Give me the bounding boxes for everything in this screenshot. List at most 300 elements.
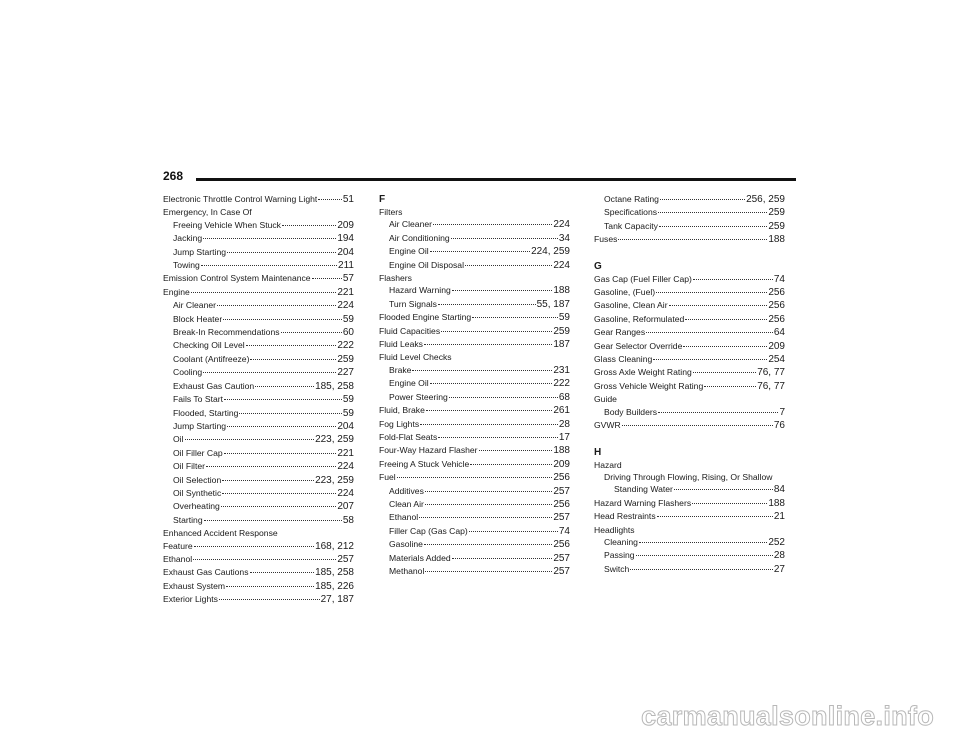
dot-leader xyxy=(223,319,342,320)
index-entry-page: 221 xyxy=(337,447,354,459)
index-entry-page: 76, 77 xyxy=(757,367,785,379)
index-entry-term: Hazard Warning Flashers xyxy=(594,497,692,508)
index-group-heading: Emergency, In Case Of xyxy=(163,207,252,218)
index-entry-page: 59 xyxy=(342,394,354,406)
index-entry-page: 224 xyxy=(553,259,570,271)
index-entry xyxy=(594,353,785,366)
index-entry-page: 185, 226 xyxy=(315,580,354,592)
index-entry-term: Checking Oil Level xyxy=(173,340,245,351)
dot-leader xyxy=(250,572,315,573)
dot-leader xyxy=(397,477,553,478)
dot-leader xyxy=(430,251,530,252)
index-entry-term: Passing xyxy=(604,550,635,561)
index-entry-page: 59 xyxy=(558,312,570,324)
index-entry-page: 58 xyxy=(342,514,354,526)
dot-leader xyxy=(203,372,336,373)
index-entry-term: Ethanol xyxy=(163,553,193,564)
index-entry xyxy=(379,298,570,311)
index-entry-page: 55, 187 xyxy=(536,298,570,310)
index-entry xyxy=(163,540,354,553)
dot-leader xyxy=(622,425,773,426)
index-entry xyxy=(379,391,570,404)
index-entry xyxy=(594,340,785,353)
index-entry-term: Fuel xyxy=(379,472,396,483)
index-entry-term: Methanol xyxy=(389,565,425,576)
dot-leader xyxy=(191,292,337,293)
index-entry xyxy=(594,563,785,576)
index-entry xyxy=(163,433,354,446)
dot-leader xyxy=(204,520,342,521)
index-entry-page: 204 xyxy=(337,420,354,432)
index-entry xyxy=(163,286,354,299)
index-entry xyxy=(594,206,785,219)
dot-leader xyxy=(438,437,558,438)
index-entry-term: Freeing A Stuck Vehicle xyxy=(379,458,470,469)
dot-leader xyxy=(224,453,337,454)
index-entry-term: Additives xyxy=(389,485,424,496)
index-group-heading: Filters xyxy=(379,207,403,217)
dot-leader xyxy=(479,450,553,451)
index-entry xyxy=(163,407,354,420)
dot-leader xyxy=(424,544,552,545)
index-entry-page: 17 xyxy=(558,431,570,443)
dot-leader xyxy=(412,370,552,371)
index-entry-term: Fog Lights xyxy=(379,418,420,429)
dot-leader xyxy=(618,239,767,240)
index-group-heading: Headlights xyxy=(594,524,635,535)
dot-leader xyxy=(433,224,552,225)
index-entry xyxy=(379,418,570,431)
index-group-heading: Driving Through Flowing, Rising, Or Shallow xyxy=(604,471,773,482)
index-entry xyxy=(379,525,570,538)
index-entry xyxy=(163,366,354,379)
index-entry-page: 222 xyxy=(337,340,354,352)
index-entry-page: 187 xyxy=(553,339,570,351)
index-entry xyxy=(163,500,354,513)
index-entry-term: Fails To Start xyxy=(173,394,223,405)
index-entry-term: Coolant (Antifreeze) xyxy=(173,353,250,364)
dot-leader xyxy=(658,412,778,413)
index-entry-page: 59 xyxy=(342,313,354,325)
index-entry xyxy=(163,553,354,566)
index-entry xyxy=(379,471,570,484)
index-group-heading: Hazard xyxy=(594,459,622,470)
index-entry xyxy=(379,377,570,390)
index-entry xyxy=(163,474,354,487)
index-column-2 xyxy=(379,193,570,578)
index-entry-page: 254 xyxy=(768,354,785,366)
dot-leader xyxy=(653,359,767,360)
index-entry xyxy=(163,593,354,606)
index-entry-term: Fluid Leaks xyxy=(379,339,423,350)
dot-leader xyxy=(224,399,342,400)
dot-leader xyxy=(449,397,558,398)
index-entry-term: Oil Synthetic xyxy=(173,487,222,498)
index-entry-page: 64 xyxy=(773,327,785,339)
index-entry-term: Specifications xyxy=(604,207,658,218)
index-column-1 xyxy=(163,193,354,607)
dot-leader xyxy=(206,466,336,467)
index-entry-term: Engine xyxy=(163,286,190,297)
index-entry-term: Power Steering xyxy=(389,391,448,402)
index-entry-term: Overheating xyxy=(173,501,220,512)
dot-leader xyxy=(425,571,552,572)
index-entry-term: Switch xyxy=(604,563,630,574)
index-entry-term: Flooded Engine Starting xyxy=(379,312,472,323)
index-entry xyxy=(379,284,570,297)
dot-leader xyxy=(217,305,336,306)
dot-leader xyxy=(425,491,552,492)
index-entry-term: Gasoline, (Fuel) xyxy=(594,287,656,298)
index-entry-page: 74 xyxy=(773,273,785,285)
index-entry xyxy=(594,220,785,233)
index-entry xyxy=(594,286,785,299)
index-entry-page: 209 xyxy=(768,340,785,352)
index-entry-term: Engine Oil xyxy=(389,378,429,389)
index-entry xyxy=(163,259,354,272)
index-entry-term: Emission Control System Maintenance xyxy=(163,273,311,284)
index-entry xyxy=(163,393,354,406)
index-entry-term: Fold-Flat Seats xyxy=(379,431,438,442)
index-entry xyxy=(163,487,354,500)
dot-leader xyxy=(660,199,745,200)
index-entry-term: Standing Water xyxy=(614,484,673,495)
index-entry-page: 227 xyxy=(337,367,354,379)
index-entry xyxy=(163,566,354,579)
dot-leader xyxy=(693,279,773,280)
index-entry-page: 256 xyxy=(768,313,785,325)
index-entry-page: 207 xyxy=(337,501,354,513)
index-entry-term: Filler Cap (Gas Cap) xyxy=(389,525,468,536)
dot-leader xyxy=(193,559,336,560)
index-entry-page: 259 xyxy=(768,220,785,232)
index-entry-page: 188 xyxy=(553,445,570,457)
index-entry-term: Engine Oil Disposal xyxy=(389,259,464,270)
index-entry xyxy=(594,366,785,379)
index-entry-page: 257 xyxy=(553,565,570,577)
index-entry-page: 257 xyxy=(553,512,570,524)
dot-leader xyxy=(239,413,341,414)
index-entry-page: 34 xyxy=(558,232,570,244)
index-entry-term: Block Heater xyxy=(173,313,223,324)
dot-leader xyxy=(203,238,336,239)
watermark-logo: carmanualsonline.info xyxy=(641,701,934,731)
dot-leader xyxy=(630,569,773,570)
index-entry xyxy=(594,273,785,286)
index-entry-page: 28 xyxy=(558,418,570,430)
dot-leader xyxy=(281,332,342,333)
index-entry-page: 188 xyxy=(768,497,785,509)
index-entry-page: 223, 259 xyxy=(315,474,354,486)
dot-leader xyxy=(419,517,552,518)
index-entry-term: Gas Cap (Fuel Filler Cap) xyxy=(594,273,692,284)
dot-leader xyxy=(669,305,768,306)
index-entry xyxy=(379,431,570,444)
index-entry-page: 84 xyxy=(773,484,785,496)
dot-leader xyxy=(704,386,756,387)
index-entry-page: 188 xyxy=(553,285,570,297)
index-entry-term: Oil xyxy=(173,434,184,445)
index-entry xyxy=(379,338,570,351)
dot-leader xyxy=(658,212,767,213)
index-entry-page: 68 xyxy=(558,391,570,403)
index-entry-term: Gear Selector Override xyxy=(594,340,683,351)
index-entry-page: 194 xyxy=(337,233,354,245)
index-entry-page: 231 xyxy=(553,364,570,376)
dot-leader xyxy=(201,265,337,266)
dot-leader xyxy=(452,290,553,291)
index-entry xyxy=(379,325,570,338)
dot-leader xyxy=(465,265,552,266)
index-entry-term: Exhaust Gas Cautions xyxy=(163,567,249,578)
index-entry-page: 257 xyxy=(553,552,570,564)
index-entry-term: Jump Starting xyxy=(173,246,227,257)
index-entry-page: 259 xyxy=(553,325,570,337)
dot-leader xyxy=(194,546,314,547)
dot-leader xyxy=(639,542,767,543)
index-entry xyxy=(163,313,354,326)
index-entry-page: 185, 258 xyxy=(315,567,354,579)
index-entry xyxy=(163,420,354,433)
index-entry-term: Oil Filler Cap xyxy=(173,447,223,458)
dot-leader xyxy=(424,344,552,345)
index-entry-term: Cleaning xyxy=(604,536,638,547)
index-group-heading: Flashers xyxy=(379,273,412,284)
index-entry-page: 27 xyxy=(773,563,785,575)
index-entry-term: Ethanol xyxy=(389,512,419,523)
index-entry-term: Fuses xyxy=(594,234,618,245)
index-entry-term: Flooded, Starting xyxy=(173,407,239,418)
index-entry xyxy=(163,326,354,339)
dot-leader xyxy=(226,586,314,587)
dot-leader xyxy=(472,317,558,318)
index-entry-term: Turn Signals xyxy=(389,298,437,309)
index-entry-page: 209 xyxy=(337,219,354,231)
index-entry-term: Gasoline, Clean Air xyxy=(594,300,668,311)
header-rule xyxy=(196,178,796,181)
index-entry xyxy=(163,460,354,473)
index-entry-page: 259 xyxy=(768,207,785,219)
index-entry-term: Gross Axle Weight Rating xyxy=(594,367,692,378)
index-entry xyxy=(594,299,785,312)
index-entry xyxy=(163,246,354,259)
index-column-3 xyxy=(594,193,785,576)
index-entry-page: 76, 77 xyxy=(757,380,785,392)
dot-leader xyxy=(282,225,336,226)
index-entry-page: 188 xyxy=(768,234,785,246)
index-entry xyxy=(163,339,354,352)
index-entry-term: Gasoline xyxy=(389,539,423,550)
index-entry xyxy=(379,498,570,511)
index-entry xyxy=(594,406,785,419)
index-letter-heading: F xyxy=(379,194,386,205)
dot-leader xyxy=(659,226,767,227)
index-entry-term: Body Builders xyxy=(604,406,658,417)
index-entry-page: 211 xyxy=(338,260,354,272)
dot-leader xyxy=(451,238,558,239)
index-entry-page: 224 xyxy=(337,487,354,499)
index-entry xyxy=(594,193,785,206)
dot-leader xyxy=(646,332,773,333)
dot-leader xyxy=(470,464,552,465)
dot-leader xyxy=(657,516,773,517)
index-entry-page: 222 xyxy=(553,378,570,390)
index-group-heading: Guide xyxy=(594,394,617,405)
index-entry-term: Electronic Throttle Control Warning Light xyxy=(163,194,318,204)
index-entry xyxy=(163,580,354,593)
index-entry-term: Starting xyxy=(173,514,203,525)
index-entry-term: Gross Vehicle Weight Rating xyxy=(594,380,704,391)
index-entry-page: 185, 258 xyxy=(315,380,354,392)
index-letter-heading: G xyxy=(594,260,602,272)
index-entry xyxy=(379,538,570,551)
index-entry-term: Exhaust System xyxy=(163,580,226,591)
dot-leader xyxy=(674,489,773,490)
index-entry-page: 224, 259 xyxy=(531,246,570,258)
dot-leader xyxy=(430,383,553,384)
dot-leader xyxy=(185,439,315,440)
index-entry xyxy=(379,245,570,258)
index-entry-term: GVWR xyxy=(594,420,621,431)
index-entry-page: 256 xyxy=(768,300,785,312)
dot-leader xyxy=(426,410,552,411)
dot-leader xyxy=(312,278,342,279)
index-entry xyxy=(163,380,354,393)
index-entry-term: Jump Starting xyxy=(173,420,227,431)
index-entry-page: 261 xyxy=(553,405,570,417)
index-entry xyxy=(379,511,570,524)
index-entry xyxy=(379,232,570,245)
index-entry-page: 224 xyxy=(337,461,354,473)
index-entry-page: 27, 187 xyxy=(320,594,354,606)
index-entry-page: 221 xyxy=(337,286,354,298)
index-entry-term: Break-In Recommendations xyxy=(173,327,280,338)
dot-leader xyxy=(221,506,336,507)
index-entry xyxy=(594,510,785,523)
index-entry-term: Engine Oil xyxy=(389,246,429,257)
index-entry-page: 7 xyxy=(779,406,785,418)
index-entry-page: 209 xyxy=(553,458,570,470)
dot-leader xyxy=(685,319,767,320)
index-entry-page: 204 xyxy=(337,246,354,258)
index-entry-term: Feature xyxy=(163,540,193,551)
index-entry-term: Freeing Vehicle When Stuck xyxy=(173,219,281,230)
index-entry xyxy=(163,353,354,366)
index-entry-page: 256 xyxy=(553,539,570,551)
dot-leader xyxy=(656,292,767,293)
dot-leader xyxy=(425,504,552,505)
index-entry xyxy=(379,565,570,578)
index-entry-page: 224 xyxy=(553,219,570,231)
dot-leader xyxy=(452,558,553,559)
dot-leader xyxy=(222,480,314,481)
dot-leader xyxy=(250,359,336,360)
index-entry-page: 74 xyxy=(558,525,570,537)
index-entry-term: Hazard Warning xyxy=(389,285,451,296)
index-entry xyxy=(594,419,785,432)
index-entry xyxy=(379,458,570,471)
index-entry-term: Cooling xyxy=(173,367,203,378)
dot-leader xyxy=(438,304,536,305)
index-entry xyxy=(594,483,785,496)
index-letter-heading: H xyxy=(594,446,602,458)
index-entry xyxy=(594,549,785,562)
index-entry-page: 256 xyxy=(553,498,570,510)
index-entry-term: Materials Added xyxy=(389,552,451,563)
dot-leader xyxy=(636,555,773,556)
index-entry xyxy=(379,552,570,565)
index-entry-page: 256 xyxy=(768,287,785,299)
index-entry xyxy=(163,447,354,460)
index-entry-term: Jacking xyxy=(173,233,203,244)
index-entry-term: Oil Selection xyxy=(173,474,222,485)
index-entry-term: Clean Air xyxy=(389,498,424,509)
index-group-heading: Fluid Level Checks xyxy=(379,352,452,363)
dot-leader xyxy=(227,426,336,427)
index-entry xyxy=(163,299,354,312)
index-entry xyxy=(379,218,570,231)
index-entry-term: Tank Capacity xyxy=(604,220,658,231)
index-entry-term: Fluid, Brake xyxy=(379,405,425,416)
index-entry-page: 51 xyxy=(342,194,354,205)
index-entry xyxy=(594,497,785,510)
index-entry-page: 224 xyxy=(337,300,354,312)
dot-leader xyxy=(441,331,552,332)
dot-leader xyxy=(469,531,558,532)
index-entry-term: Exterior Lights xyxy=(163,594,218,605)
index-entry-term: Exhaust Gas Caution xyxy=(173,380,255,391)
index-entry-term: Glass Cleaning xyxy=(594,354,653,365)
dot-leader xyxy=(222,493,336,494)
dot-leader xyxy=(227,252,336,253)
index-entry xyxy=(594,233,785,246)
dot-leader xyxy=(246,345,337,346)
dot-leader xyxy=(420,424,558,425)
index-entry xyxy=(379,311,570,324)
dot-leader xyxy=(255,386,314,387)
index-entry-page: 252 xyxy=(768,536,785,548)
index-entry xyxy=(163,193,354,206)
index-entry-page: 76 xyxy=(773,420,785,432)
index-entry-term: Air Cleaner xyxy=(173,300,216,311)
index-entry xyxy=(379,364,570,377)
index-entry xyxy=(594,536,785,549)
index-entry xyxy=(163,272,354,285)
index-entry xyxy=(594,313,785,326)
index-entry xyxy=(163,514,354,527)
index-entry xyxy=(594,326,785,339)
index-entry-page: 223, 259 xyxy=(315,434,354,446)
index-entry-term: Gasoline, Reformulated xyxy=(594,313,685,324)
index-entry-term: Head Restraints xyxy=(594,511,656,522)
index-entry-term: Air Conditioning xyxy=(389,232,450,243)
index-entry-term: Air Cleaner xyxy=(389,219,432,230)
dot-leader xyxy=(693,372,756,373)
index-entry-page: 257 xyxy=(553,485,570,497)
index-entry-term: Brake xyxy=(389,364,412,375)
index-entry-term: Octane Rating xyxy=(604,194,659,204)
index-entry-page: 256 xyxy=(553,472,570,484)
index-entry xyxy=(379,404,570,417)
index-entry-page: 57 xyxy=(342,273,354,285)
index-entry-term: Gear Ranges xyxy=(594,327,646,338)
dot-leader xyxy=(683,346,767,347)
index-entry-term: Oil Filter xyxy=(173,461,205,472)
index-entry xyxy=(379,259,570,272)
index-entry xyxy=(379,485,570,498)
page-number: 268 xyxy=(163,169,184,183)
index-entry-page: 259 xyxy=(337,353,354,365)
